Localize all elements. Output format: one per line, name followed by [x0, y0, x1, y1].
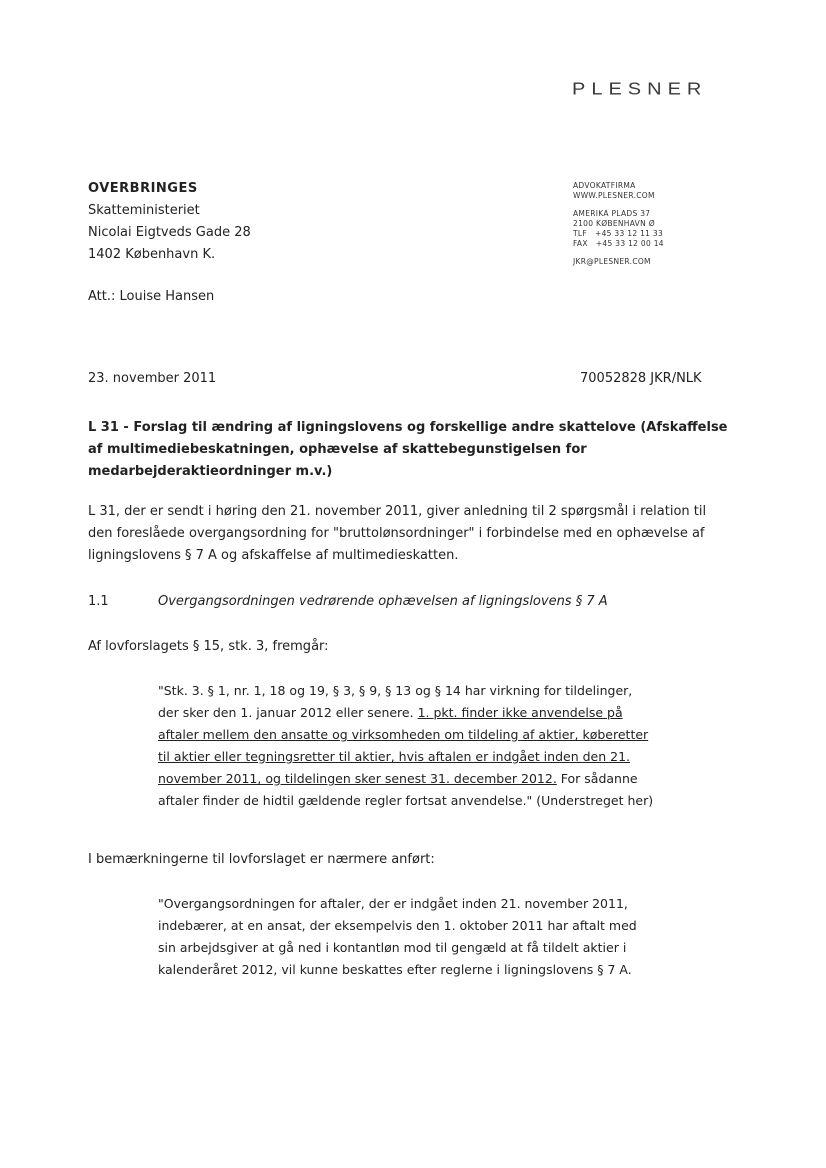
section-title: Overgangsordningen vedrørende ophævelsen af ligningslovens § 7 A: [158, 594, 608, 609]
recipient-line: Skatteministeriet: [88, 203, 200, 218]
body-paragraph: Af lovforslagets § 15, stk. 3, fremgår:: [88, 639, 329, 654]
firm-phone: TLF +45 33 12 11 33: [573, 229, 664, 238]
remarks-quote: "Overgangsordningen for aftaler, der er indgået inden 21. november 2011, indebærer, at en ansat, der eksempelvis den 1. oktober 2011 har aftalt med sin arbejdsgiver at gå ned i kontantløn mod til gengæld at få tildelt aktier i kalenderåret 2012, vil kunne beskattes efter reglerne i ligningslovens § 7 A.: [158, 896, 637, 977]
recipient-line: 1402 København K.: [88, 247, 216, 262]
delivery-title: OVERBRINGES: [88, 181, 198, 196]
firm-website: WWW.PLESNER.COM: [573, 191, 655, 200]
section-number: 1.1: [88, 594, 109, 609]
section-heading: [88, 594, 608, 609]
letter-date: 23. november 2011: [88, 371, 217, 386]
quote-underlined-text: 1. pkt. finder ikke anvendelse på aftaler mellem den ansatte og virksomheden om tildeling af aktier, køberetter til aktier eller tegningsretter til aktier, hvis aftalen er indgået inden den 21. november 2011, og tildelingen sker senest 31. december 2012.: [158, 705, 649, 786]
company-logo: PLESNER: [572, 79, 708, 99]
firm-fax: FAX +45 33 12 00 14: [573, 239, 664, 248]
law-quote: [158, 680, 655, 812]
attention-line: Att.: Louise Hansen: [88, 289, 215, 304]
recipient-line: Nicolai Eigtveds Gade 28: [88, 225, 251, 240]
firm-info: [573, 181, 664, 267]
body-paragraph: L 31, der er sendt i høring den 21. november 2011, giver anledning til 2 spørgsmål i relation til den foreslåede overgangsordning for "bruttolønsordninger" i forbindelse med en ophævelse af ligningslovens § 7 A og afskaffelse af multimedieskatten.: [88, 504, 707, 563]
recipient-block: [88, 178, 251, 266]
firm-email: JKR@PLESNER.COM: [573, 257, 651, 266]
body-paragraph: I bemærkningerne til lovforslaget er nærmere anført:: [88, 852, 435, 867]
quote-text: "Stk. 3. § 1, nr. 1, 18 og 19, § 3, § 9, § 13 og § 14 har virkning for tildelinger, der sker den 1. januar 2012 eller senere.: [158, 683, 633, 720]
firm-address-city: 2100 KØBENHAVN Ø: [573, 219, 655, 228]
letter-reference: 70052828 JKR/NLK: [580, 371, 702, 386]
letter-subject: L 31 - Forslag til ændring af ligningslovens og forskellige andre skattelove (Afskaffelse af multimediebeskatningen, ophævelse af skattebegunstigelsen for medarbejderaktieordninger m.v.): [88, 420, 728, 479]
firm-type: ADVOKATFIRMA: [573, 181, 636, 190]
firm-address-street: AMERIKA PLADS 37: [573, 209, 651, 218]
quote-text: For sådanne aftaler finder de hidtil gældende regler fortsat anvendelse." (Understreget her): [158, 771, 654, 808]
